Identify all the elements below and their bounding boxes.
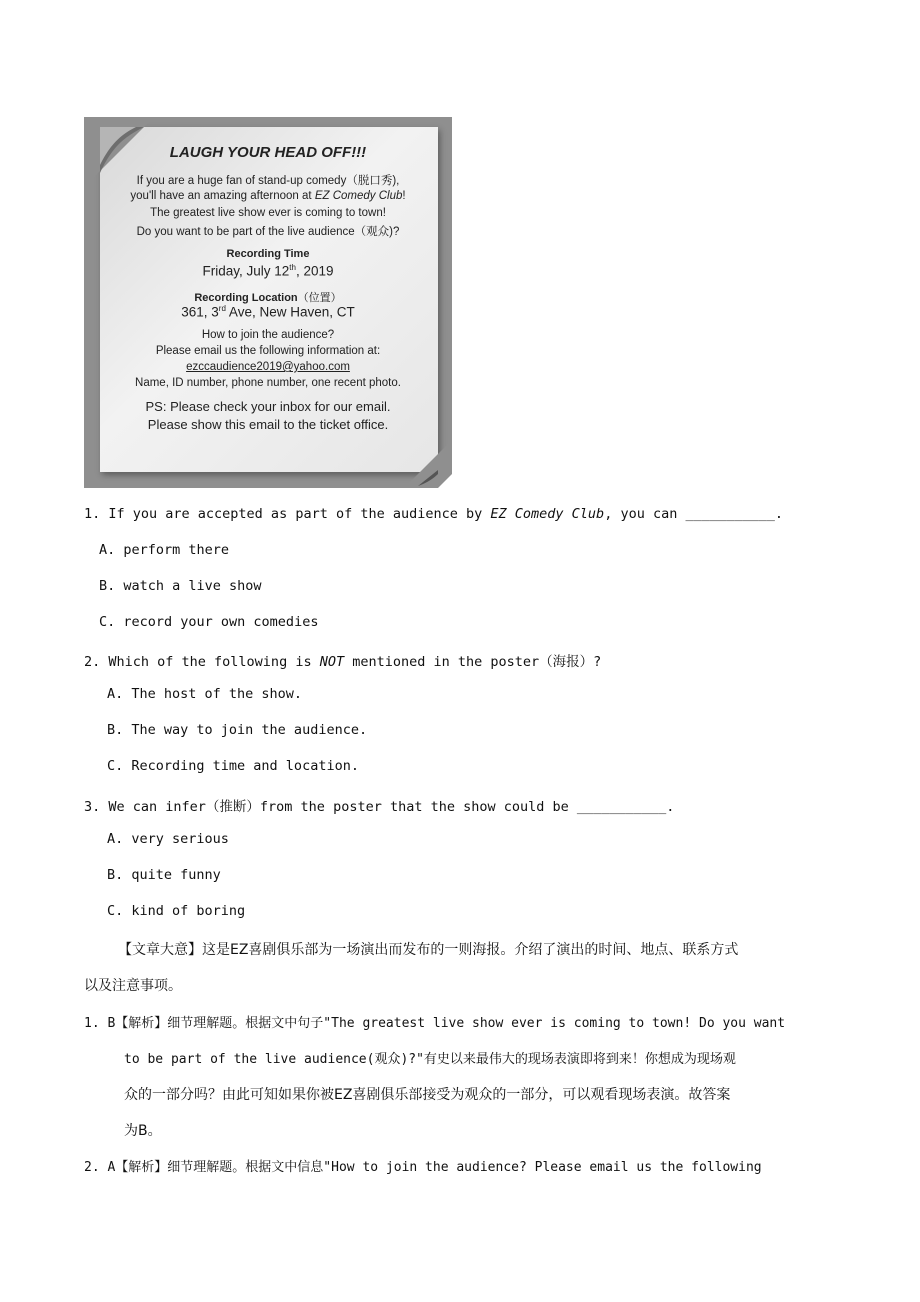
question-3-option-a: A. very serious xyxy=(107,831,229,847)
ps-line-2: Please show this email to the ticket office. xyxy=(147,417,389,432)
question-2-option-c: C. Recording time and location. xyxy=(107,758,359,774)
summary-line-1: 【文章大意】这是EZ喜剧俱乐部为一场演出而发布的一则海报。介绍了演出的时间、地点、联系方式 xyxy=(118,942,739,958)
answer-1-line-4: 为B。 xyxy=(124,1123,162,1139)
question-1-option-c: C. record your own comedies xyxy=(99,614,319,630)
poster-line-4: Do you want to be part of the live audience（观众)? xyxy=(136,226,400,238)
question-3-stem: 3. We can infer（推断）from the poster that the show could be ___________. xyxy=(84,799,675,815)
question-2-option-a: A. The host of the show. xyxy=(107,686,303,702)
ps-line-1: PS: Please check your inbox for our email. xyxy=(145,399,391,414)
comedy-poster-image xyxy=(84,117,452,488)
question-1-option-b: B. watch a live show xyxy=(99,578,262,594)
recording-location-value: 361, 3rd Ave, New Haven, CT xyxy=(181,304,355,320)
recording-time-label: Recording Time xyxy=(226,248,310,260)
answer-1-line-1: 1. B【解析】细节理解题。根据文中句子"The greatest live show ever is coming to town! Do you want xyxy=(84,1016,786,1031)
recording-location-label: Recording Location（位置） xyxy=(194,292,342,304)
recording-time-value: Friday, July 12th, 2019 xyxy=(202,263,334,279)
page-curl-bottom-right xyxy=(404,440,452,488)
email-address: ezccaudience2019@yahoo.com xyxy=(186,361,350,373)
answer-1-line-2: to be part of the live audience(观众)?"有史以来最伟大的现场表演即将到来！你想成为现场观 xyxy=(124,1052,736,1067)
question-2-stem: 2. Which of the following is NOT mentioned in the poster（海报）? xyxy=(84,654,602,670)
poster-line-1: If you are a huge fan of stand-up comedy（脱口秀), xyxy=(136,175,400,187)
question-3-option-c: C. kind of boring xyxy=(107,903,246,919)
question-1-stem: 1. If you are accepted as part of the audience by EZ Comedy Club, you can ___________. xyxy=(84,506,783,522)
poster-line-2: you'll have an amazing afternoon at EZ Comedy Club! xyxy=(130,190,406,202)
summary-line-2: 以及注意事项。 xyxy=(84,978,182,994)
poster-line-3: The greatest live show ever is coming to town! xyxy=(150,207,386,219)
question-2-option-b: B. The way to join the audience. xyxy=(107,722,368,738)
join-question: How to join the audience? xyxy=(201,329,335,341)
answer-1-line-3: 众的一部分吗？由此可知如果你被EZ喜剧俱乐部接受为观众的一部分，可以观看现场表演。故答案 xyxy=(124,1087,731,1103)
join-instruction: Please email us the following information at: xyxy=(155,345,381,357)
required-info: Name, ID number, phone number, one recent photo. xyxy=(135,377,401,389)
question-3-option-b: B. quite funny xyxy=(107,867,221,883)
poster-title: LAUGH YOUR HEAD OFF!!! xyxy=(169,144,367,161)
question-1-option-a: A. perform there xyxy=(99,542,230,558)
answer-2-line-1: 2. A【解析】细节理解题。根据文中信息"How to join the audience? Please email us the following xyxy=(84,1160,762,1175)
